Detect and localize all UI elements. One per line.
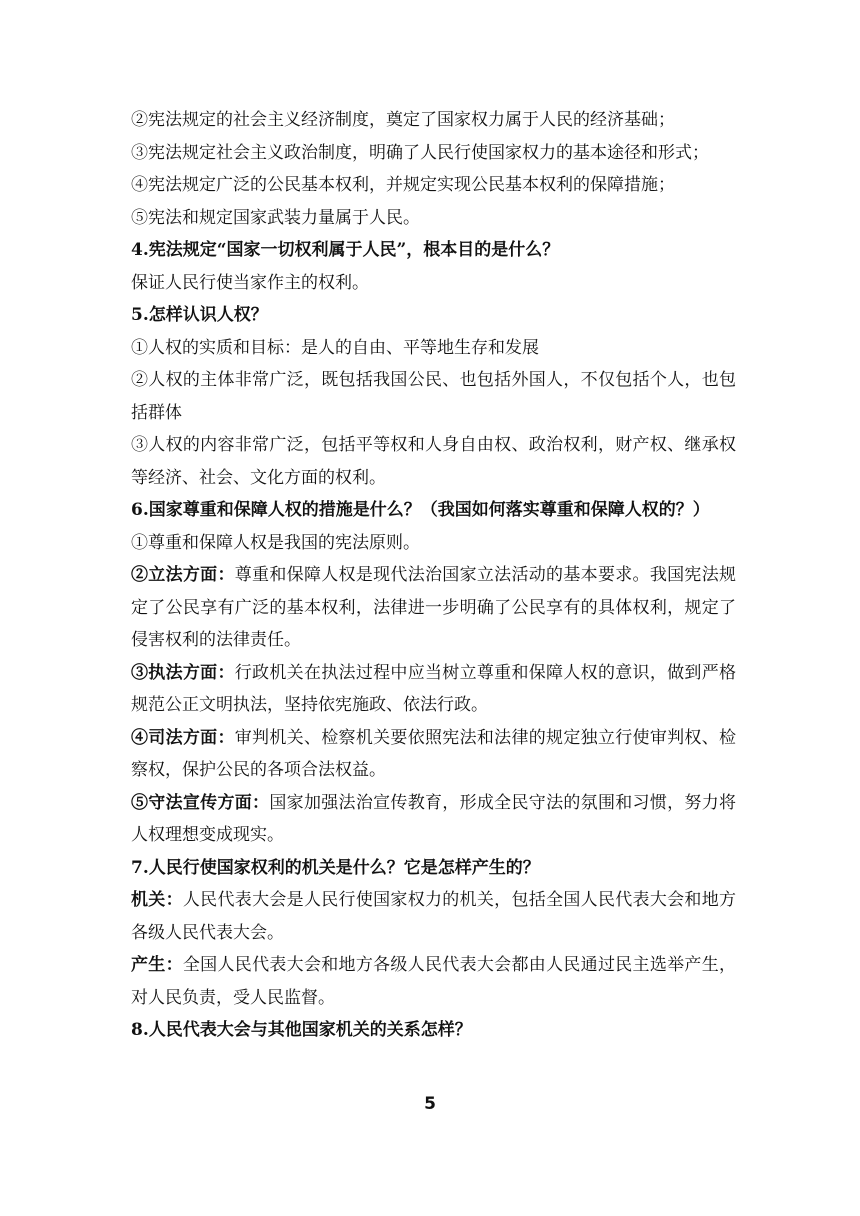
answer-7-organ	[131, 884, 736, 949]
answer-5-point-2: ②人权的主体非常广泛，既包括我国公民、也包括外国人，不仅包括个人，也包括群体	[131, 370, 736, 423]
answer-6-point-5	[131, 787, 736, 852]
answer-7-organ-text: 人民代表大会是人民行使国家权力的机关，包括全国人民代表大会和地方各级人民代表大会。	[131, 890, 737, 943]
page-content	[131, 104, 736, 1047]
answer-6-point-4-label: ④司法方面：	[131, 727, 235, 748]
answer-6-point-1: ①尊重和保障人权是我国的宪法原则。	[131, 532, 420, 553]
answer-5-point-3: ③人权的内容非常广泛，包括平等权和人身自由权、政治权利，财产权、继承权等经济、社会、文化方面的权利。	[131, 435, 736, 488]
text-line-1: ②宪法规定的社会主义经济制度，奠定了国家权力属于人民的经济基础；	[131, 110, 675, 130]
answer-4: 保证人民行使当家作主的权利。	[131, 272, 369, 293]
question-6-heading: 6.国家尊重和保障人权的措施是什么？（我国如何落实尊重和保障人权的？）	[131, 500, 710, 520]
text-line-3: ④宪法规定广泛的公民基本权利，并规定实现公民基本权利的保障措施；	[131, 175, 675, 195]
answer-6-point-2-label: ②立法方面：	[131, 565, 235, 585]
answer-6-point-3-text: 行政机关在执法过程中应当树立尊重和保障人权的意识，做到严格规范公正文明执法，坚持依宪施政、依法行政。	[131, 662, 736, 715]
question-7-heading: 7.人民行使国家权利的机关是什么？它是怎样产生的？	[131, 857, 540, 878]
answer-6-point-5-text: 国家加强法治宣传教育，形成全民守法的氛围和习惯，努力将人权理想变成现实。	[131, 792, 737, 845]
answer-6-point-2	[131, 559, 736, 657]
text-line-4: ⑤宪法和规定国家武装力量属于人民。	[131, 207, 420, 228]
answer-6-point-4-text: 审判机关、检察机关要依照宪法和法律的规定独立行使审判权、检察权，保护公民的各项合法权益。	[131, 727, 736, 780]
question-4-heading: 4.宪法规定“国家一切权利属于人民”，根本目的是什么？	[131, 240, 560, 260]
answer-5-point-1: ①人权的实质和目标：是人的自由、平等地生存和发展	[131, 337, 539, 358]
page-number: 5	[424, 1094, 436, 1114]
text-line-2: ③宪法规定社会主义政治制度，明确了人民行使国家权力的基本途径和形式；	[131, 142, 709, 163]
question-5-heading: 5.怎样认识人权？	[131, 305, 268, 325]
answer-7-origin-text: 全国人民代表大会和地方各级人民代表大会都由人民通过民主选举产生，对人民负责，受人民监督。	[131, 955, 737, 1008]
answer-6-point-3	[131, 657, 736, 722]
answer-6-point-5-label: ⑤守法宣传方面：	[131, 792, 270, 813]
answer-6-point-2-text: 尊重和保障人权是现代法治国家立法活动的基本要求。我国宪法规定了公民享有广泛的基本权利，法律进一步明确了公民享有的具体权利，规定了侵害权利的法律责任。	[131, 565, 736, 650]
question-8-heading: 8.人民代表大会与其他国家机关的关系怎样？	[131, 1020, 472, 1040]
answer-6-point-4	[131, 722, 736, 787]
answer-7-origin-label: 产生：	[131, 955, 183, 975]
answer-7-origin	[131, 949, 736, 1014]
answer-6-point-3-label: ③执法方面：	[131, 662, 235, 683]
answer-7-organ-label: 机关：	[131, 890, 183, 910]
